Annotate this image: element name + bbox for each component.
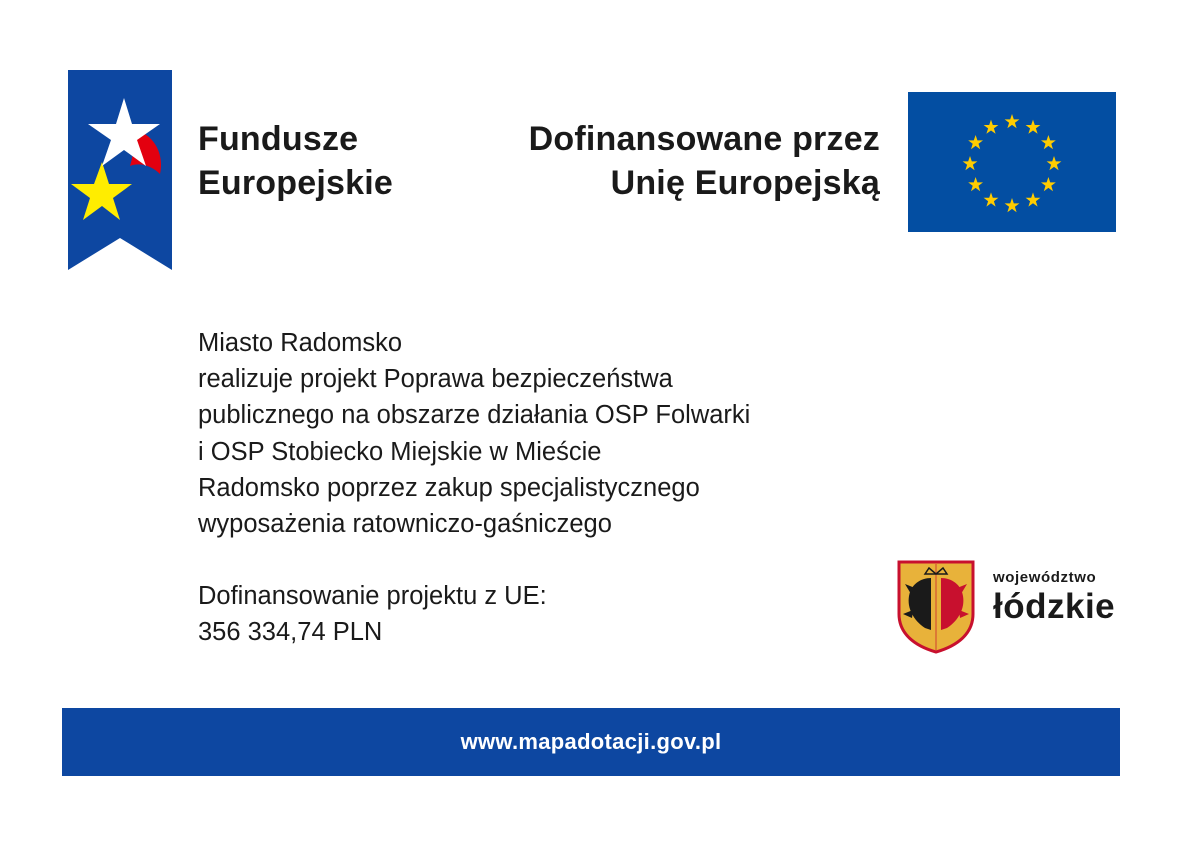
project-description [198, 325, 938, 542]
eu-line-2: Unię Europejską [610, 163, 880, 202]
project-line: wyposażenia ratowniczo-gaśniczego [198, 510, 612, 539]
funding-block [198, 578, 547, 650]
funding-amount: 356 334,74 PLN [198, 618, 383, 647]
project-line: Miasto Radomsko [198, 329, 403, 357]
project-line: publicznego na obszarze działania OSP Folwarki [198, 401, 751, 430]
eu-cofunding-statement [470, 118, 880, 205]
region-subtitle: województwo [993, 569, 1097, 586]
lodzkie-coat-of-arms [895, 558, 977, 654]
region-name: łódzkie [993, 587, 1116, 626]
european-union-flag [908, 92, 1116, 232]
logo-strip [0, 60, 1191, 250]
fundusze-europejskie-logo [68, 70, 172, 270]
lodzkie-region-logo [895, 558, 1135, 658]
funding-label: Dofinansowanie projektu z UE: [198, 582, 547, 610]
footer-url[interactable]: www.mapadotacji.gov.pl [460, 729, 722, 754]
lodzkie-wordmark [993, 570, 1115, 624]
project-line: Radomsko poprzez zakup specjalistycznego [198, 473, 700, 502]
project-line: realizuje projekt Poprawa bezpieczeństwa [198, 365, 673, 394]
project-line: i OSP Stobiecko Miejskie w Mieście [198, 437, 602, 466]
eu-line-1: Dofinansowane przez [528, 120, 880, 158]
fundusze-europejskie-wordmark [198, 118, 393, 205]
fe-line-2: Europejskie [198, 163, 393, 202]
footer-bar [62, 708, 1120, 776]
fe-line-1: Fundusze [198, 120, 359, 158]
